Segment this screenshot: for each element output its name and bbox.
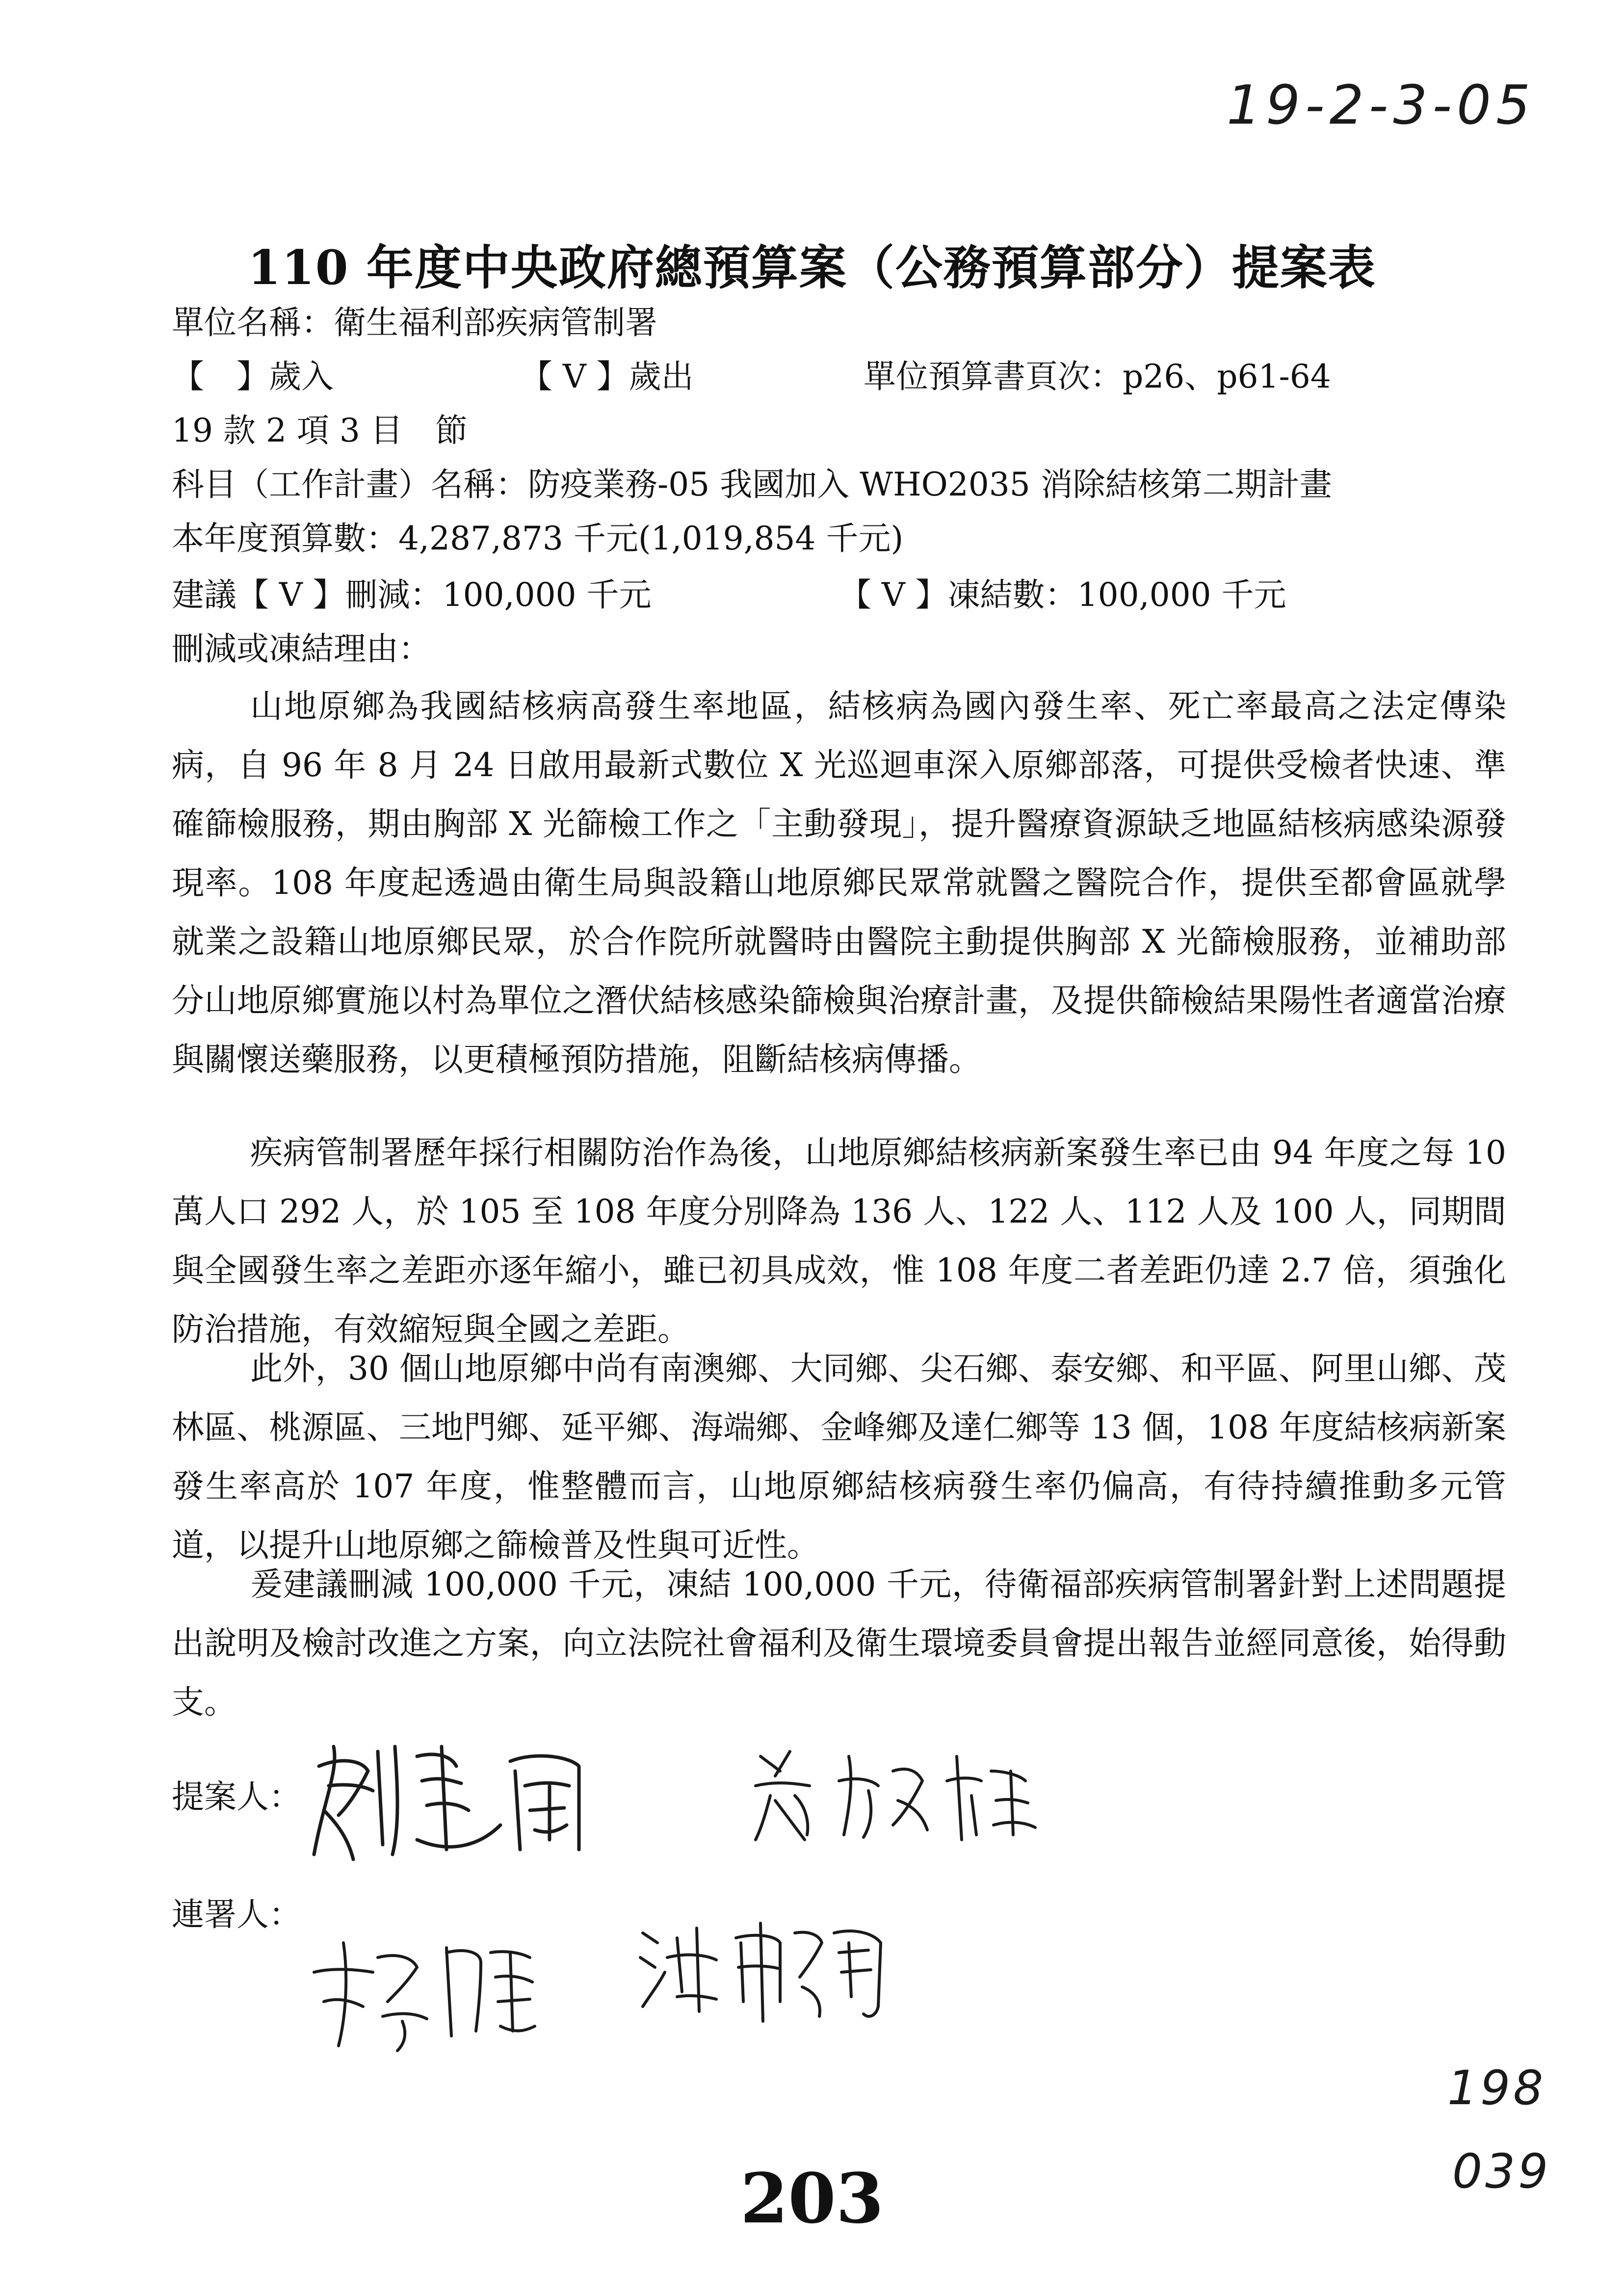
cosigner-label: 連署人：: [172, 1896, 301, 1933]
margin-note-2: 039: [1452, 2144, 1551, 2199]
reason-paragraph-1: 山地原鄉為我國結核病高發生率地區，結核病為國內發生率、死亡率最高之法定傳染病，自 96 年 8 月 24 日啟用最新式數位 X 光巡迴車深入原鄉部落，可提供受檢者快速、準確篩檢服務，期由胸部 X 光篩檢工作之「主動發現」，提升醫療資源缺乏地區結核病感染源發現率。108 年度起透過由衛生局與設籍山地原鄉民眾常就醫之醫院合作，提供至都會區就學就業之設籍山地原鄉民眾，於合作院所就醫時由醫院主動提供胸部 X 光篩檢服務，並補助部分山地原鄉實施以村為單位之潛伏結核感染篩檢與治療計畫，及提供篩檢結果陽性者適當治療與關懷送藥服務，以更積極預防措施，阻斷結核病傳播。: [172, 687, 1506, 1078]
proposer-signature-2: [746, 1742, 1040, 1850]
proposer-label: 提案人：: [172, 1778, 301, 1816]
proposer-signature-1: [304, 1727, 648, 1874]
income-checkbox-label: 【 】歲入: [172, 358, 334, 395]
budget-pages: 單位預算書頁次：p26、p61-64: [864, 358, 1331, 395]
document-title: 110 年度中央政府總預算案（公務預算部分）提案表: [248, 240, 1376, 295]
unit-name: 單位名稱：衛生福利部疾病管制署: [172, 304, 657, 341]
budget-amount: 本年度預算數：4,287,873 千元(1,019,854 千元): [172, 520, 904, 557]
budget-section: 19 款 2 項 3 目 節: [172, 412, 468, 449]
reason-paragraph-3: 此外，30 個山地原鄉中尚有南澳鄉、大同鄉、尖石鄉、泰安鄉、和平區、阿里山鄉、茂林區、桃源區、三地門鄉、延平鄉、海端鄉、金峰鄉及達仁鄉等 13 個，108 年度結核病新案發生率高於 107 年度，惟整體而言，山地原鄉結核病發生率仍偏高，有待持續推動多元管道，以提升山地原鄉之篩檢普及性與可近性。: [172, 1350, 1506, 1564]
reason-paragraph-2: 疾病管制署歷年採行相關防治作為後，山地原鄉結核病新案發生率已由 94 年度之每 10 萬人口 292 人，於 105 至 108 年度分別降為 136 人、122 人、112 人及 100 人，同期間與全國發生率之差距亦逐年縮小，雖已初具成效，惟 108 年度二者差距仍達 2.7 倍，須強化防治措施，有效縮短與全國之差距。: [172, 1134, 1506, 1348]
cosigner-signature-2: [633, 1913, 888, 2026]
page-number: 203: [740, 2159, 884, 2239]
reason-label: 刪減或凍結理由：: [172, 630, 431, 668]
subject-name: 科目（工作計畫）名稱：防疫業務-05 我國加入 WHO2035 消除結核第二期計畫: [172, 466, 1332, 503]
expense-checkbox-label: 【 V 】歲出: [520, 358, 694, 395]
cut-amount: 建議【 V 】刪減：100,000 千元: [172, 576, 652, 614]
stamp-number: 19-2-3-05: [1227, 74, 1535, 136]
reason-paragraph-4: 爰建議刪減 100,000 千元，凍結 100,000 千元，待衛福部疾病管制署針對上述問題提出說明及檢討改進之方案，向立法院社會福利及衛生環境委員會提出報告並經同意後，始得動支。: [172, 1565, 1506, 1721]
margin-note-1: 198: [1447, 2061, 1546, 2115]
cosigner-signature-1: [304, 1928, 540, 2056]
freeze-amount: 【 V 】凍結數：100,000 千元: [839, 576, 1286, 614]
